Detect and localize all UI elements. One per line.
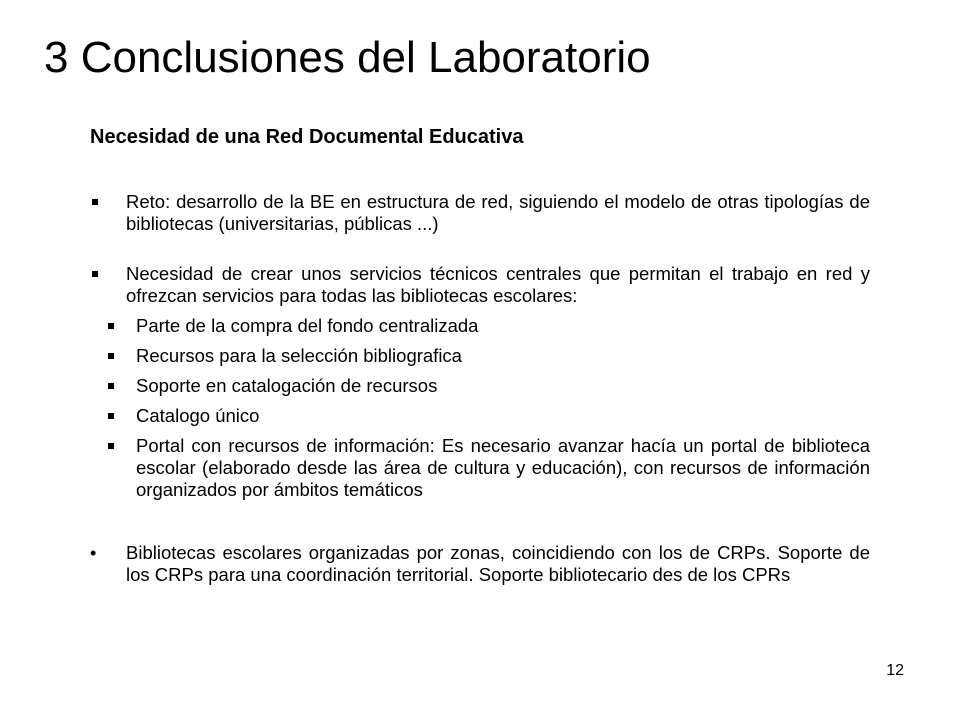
slide-title: 3 Conclusiones del Laboratorio: [44, 33, 651, 82]
square-bullet-icon: [108, 443, 114, 449]
bullet-text: Bibliotecas escolares organizadas por zonas, coincidiendo con los de CRPs. Soporte de los CRPs para una coordinación territorial. Soporte bibliotecario des de los CPRs: [126, 542, 870, 585]
sub-bullet-item: [90, 375, 870, 397]
slide-content: [90, 191, 870, 586]
square-bullet-icon: [108, 323, 114, 329]
bullet-text: Reto: desarrollo de la BE en estructura de red, siguiendo el modelo de otras tipologías de bibliotecas (universitarias, públicas ...): [126, 191, 870, 234]
bullet-item-servicios: [90, 263, 870, 307]
page-number: 12: [886, 662, 904, 679]
sub-bullet-text: Soporte en catalogación de recursos: [136, 375, 438, 396]
sub-bullet-text: Catalogo único: [136, 405, 260, 426]
square-bullet-icon: [108, 353, 114, 359]
bullet-item-zonas: [90, 542, 870, 586]
sub-bullet-text: Portal con recursos de información: Es necesario avanzar hacía un portal de biblioteca escolar (elaborado desde las área de cultura y educación), con recursos de información organizados por ámbitos temáticos: [136, 435, 870, 500]
square-bullet-icon: [92, 271, 98, 277]
sub-bullet-text: Parte de la compra del fondo centralizada: [136, 315, 479, 336]
sub-bullet-item: [90, 345, 870, 367]
round-bullet-icon: •: [90, 543, 97, 563]
slide-subtitle: Necesidad de una Red Documental Educativa: [90, 126, 524, 148]
sub-bullet-item: [90, 315, 870, 337]
square-bullet-icon: [108, 383, 114, 389]
bullet-text: Necesidad de crear unos servicios técnicos centrales que permitan el trabajo en red y ofrezcan servicios para todas las bibliotecas escolares:: [126, 263, 870, 306]
sub-bullet-text: Recursos para la selección bibliografica: [136, 345, 462, 366]
square-bullet-icon: [92, 199, 98, 205]
sub-bullet-item: [90, 405, 870, 427]
sub-bullet-item: [90, 435, 870, 501]
bullet-item-reto: [90, 191, 870, 235]
sub-bullet-list: [90, 315, 870, 501]
square-bullet-icon: [108, 413, 114, 419]
